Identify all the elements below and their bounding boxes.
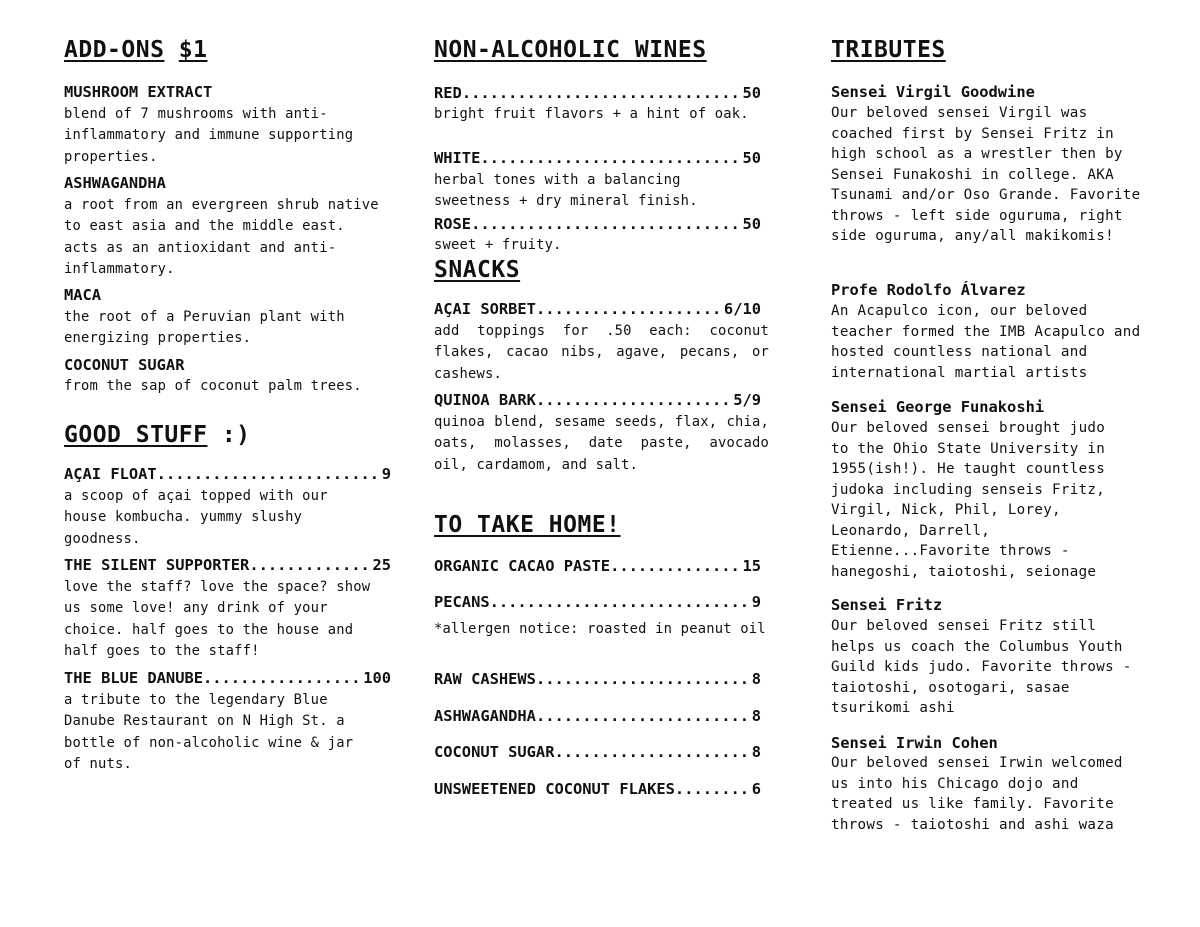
take-home-ashwagandha <box>434 706 761 726</box>
wine-white-price: 50 <box>742 149 761 167</box>
snacks-heading: SNACKS <box>434 257 521 283</box>
leader-dots <box>610 556 742 576</box>
blue-danube-desc: a tribute to the legendary Blue Danube Restaurant on N High St. a bottle of non-alcoholic wine & jar of nuts. <box>64 692 354 773</box>
wine-rose <box>434 214 761 234</box>
leader-dots <box>490 592 752 612</box>
leader-dots <box>536 706 752 726</box>
leader-dots <box>536 390 733 410</box>
silent-supporter-desc: love the staff? love the space? show us some love! any drink of your choice. half goes to the house and half goes to the staff! <box>64 579 371 660</box>
tributes-heading: TRIBUTES <box>831 37 946 63</box>
take-home-cacao-paste <box>434 556 761 576</box>
quinoa-bark-price: 5/9 <box>733 391 761 409</box>
addon-mushroom-extract-name: MUSHROOM EXTRACT <box>64 83 213 101</box>
leader-dots <box>471 214 742 234</box>
tribute-fritz-name: Sensei Fritz <box>831 596 943 614</box>
take-home-pecans <box>434 592 761 612</box>
wine-red <box>434 83 761 103</box>
tribute-george-funakoshi-name: Sensei George Funakoshi <box>831 398 1045 416</box>
wine-rose-price: 50 <box>742 215 761 233</box>
wine-white-desc: herbal tones with a balancing sweetness + dry mineral finish. <box>434 172 698 210</box>
wine-rose-name: ROSE <box>434 215 472 233</box>
quinoa-bark-name: QUINOA BARK <box>434 391 536 409</box>
addon-maca-name: MACA <box>64 286 102 304</box>
wine-white-name: WHITE <box>434 149 481 167</box>
acai-sorbet-desc: add toppings for .50 each: coconut flakes, cacao nibs, agave, pecans, or cashews. <box>434 323 769 382</box>
addon-coconut-sugar-desc: from the sap of coconut palm trees. <box>64 378 362 394</box>
take-home-coconut-flakes <box>434 779 761 799</box>
silent-supporter-price: 25 <box>372 556 391 574</box>
tribute-george-funakoshi-desc: Our beloved sensei brought judo to the Ohio State University in 1955(ish!). He taught countless judoka including senseis Fritz, Virgil, Nick, Phil, Lorey, Leonardo, Darrell, Etienne...Favorite throws - hanegoshi, taiotoshi, seionage <box>831 420 1106 580</box>
addons-heading: ADD-ONS $1 <box>64 37 208 63</box>
blue-danube-name: THE BLUE DANUBE <box>64 669 203 687</box>
ashwagandha-name: ASHWAGANDHA <box>434 707 536 725</box>
acai-sorbet-name: AÇAI SORBET <box>434 300 536 318</box>
tribute-rodolfo-alvarez-desc: An Acapulco icon, our beloved teacher formed the IMB Acapulco and hosted countless national and international martial artists <box>831 303 1141 381</box>
addon-maca-desc: the root of a Peruvian plant with energizing properties. <box>64 309 345 347</box>
tribute-fritz-desc: Our beloved sensei Fritz still helps us coach the Columbus Youth Guild kids judo. Favorite throws - taiotoshi, osotogari, sasae tsurikomi ashi <box>831 618 1132 716</box>
snack-quinoa-bark <box>434 390 761 410</box>
leader-dots <box>249 555 372 575</box>
leader-dots <box>462 83 743 103</box>
pecans-name: PECANS <box>434 593 490 611</box>
raw-cashews-price: 8 <box>751 670 761 688</box>
tribute-irwin-cohen-desc: Our beloved sensei Irwin welcomed us into his Chicago dojo and treated us like family. Favorite throws - taiotoshi and ashi waza <box>831 755 1123 833</box>
addon-coconut-sugar-name: COCONUT SUGAR <box>64 356 185 374</box>
leader-dots <box>157 464 382 484</box>
good-stuff-heading: GOOD STUFF :) <box>64 422 251 448</box>
wine-red-desc: bright fruit flavors + a hint of oak. <box>434 106 749 122</box>
leader-dots <box>536 669 752 689</box>
acai-float-price: 9 <box>381 465 391 483</box>
tribute-irwin-cohen-name: Sensei Irwin Cohen <box>831 734 998 752</box>
pecans-allergen-note: *allergen notice: roasted in peanut oil <box>434 621 766 637</box>
wine-white <box>434 148 761 168</box>
pecans-price: 9 <box>751 593 761 611</box>
coconut-sugar-price: 8 <box>751 743 761 761</box>
leader-dots <box>554 742 751 762</box>
tribute-rodolfo-alvarez-name: Profe Rodolfo Álvarez <box>831 281 1026 299</box>
good-stuff-blue-danube <box>64 668 391 688</box>
good-stuff-acai-float <box>64 464 391 484</box>
leader-dots <box>480 148 742 168</box>
addons-heading-price: $1 <box>178 37 208 63</box>
leader-dots <box>536 299 724 319</box>
good-stuff-heading-suffix: :) <box>207 422 251 448</box>
wines-heading: NON-ALCOHOLIC WINES <box>434 37 707 63</box>
acai-sorbet-price: 6/10 <box>723 300 761 318</box>
good-stuff-silent-supporter <box>64 555 391 575</box>
tribute-virgil-goodwine-desc: Our beloved sensei Virgil was coached first by Sensei Fritz in high school as a wrestler then by Sensei Funakoshi in college. AKA Tsunami and/or Oso Grande. Favorite throws - left side oguruma, right side oguruma, any/all makikomis! <box>831 105 1141 244</box>
coconut-flakes-price: 6 <box>751 780 761 798</box>
leader-dots <box>675 779 752 799</box>
ashwagandha-price: 8 <box>751 707 761 725</box>
take-home-heading: TO TAKE HOME! <box>434 512 621 538</box>
tribute-virgil-goodwine-name: Sensei Virgil Goodwine <box>831 83 1035 101</box>
wine-rose-desc: sweet + fruity. <box>434 237 562 253</box>
leader-dots <box>203 668 363 688</box>
take-home-raw-cashews <box>434 669 761 689</box>
acai-float-desc: a scoop of açai topped with our house kombucha. yummy slushy goodness. <box>64 488 328 547</box>
wine-red-price: 50 <box>742 84 761 102</box>
addon-ashwagandha-name: ASHWAGANDHA <box>64 174 166 192</box>
take-home-coconut-sugar <box>434 742 761 762</box>
wine-red-name: RED <box>434 84 462 102</box>
addon-mushroom-extract-desc: blend of 7 mushrooms with anti-inflammatory and immune supporting properties. <box>64 106 354 165</box>
addon-ashwagandha-desc: a root from an evergreen shrub native to east asia and the middle east. acts as an antioxidant and anti-inflammatory. <box>64 197 379 278</box>
quinoa-bark-desc: quinoa blend, sesame seeds, flax, chia, oats, molasses, date paste, avocado oil, cardamom, and salt. <box>434 414 769 473</box>
coconut-flakes-name: UNSWEETENED COCONUT FLAKES <box>434 780 675 798</box>
acai-float-name: AÇAI FLOAT <box>64 465 157 483</box>
coconut-sugar-name: COCONUT SUGAR <box>434 743 555 761</box>
raw-cashews-name: RAW CASHEWS <box>434 670 536 688</box>
blue-danube-price: 100 <box>363 669 391 687</box>
cacao-paste-name: ORGANIC CACAO PASTE <box>434 557 611 575</box>
cacao-paste-price: 15 <box>742 557 761 575</box>
silent-supporter-name: THE SILENT SUPPORTER <box>64 556 250 574</box>
snack-acai-sorbet <box>434 299 761 319</box>
